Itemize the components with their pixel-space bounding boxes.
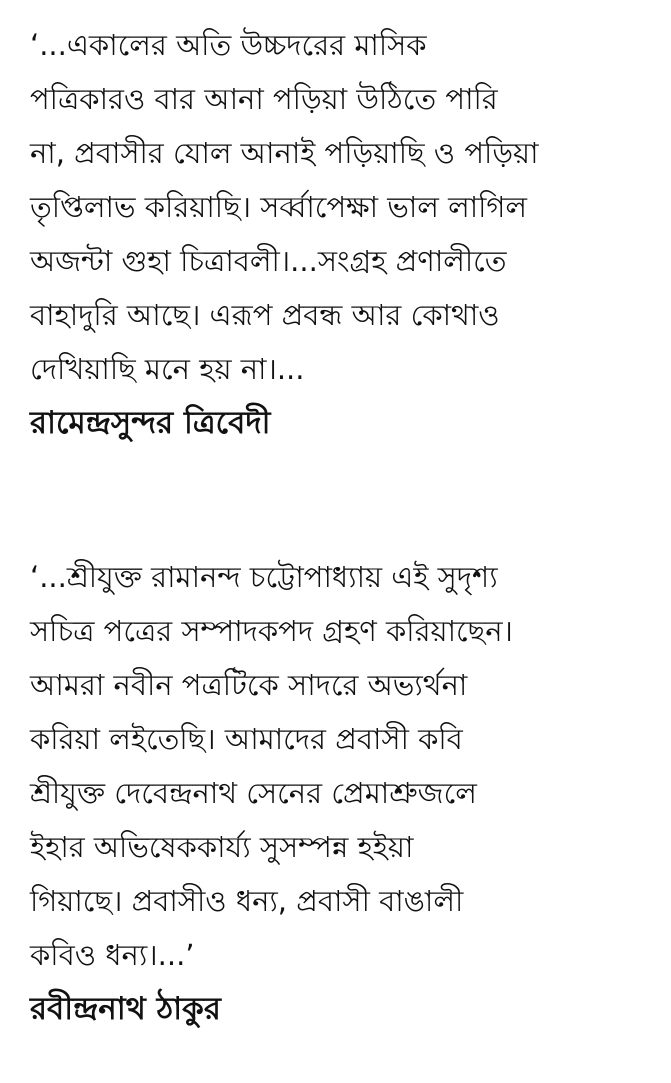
quote-line: পত্রিকারও বার আনা পড়িয়া উঠিতে পারি [30,82,498,116]
quote-line: কবিও ধন্য।...’ [30,938,195,972]
quote-block-1 [30,18,650,450]
quote-line: করিয়া লইতেছি। আমাদের প্রবাসী কবি [30,722,463,756]
quote-author: রবীন্দ্রনাথ ঠাকুর [30,991,221,1027]
quote-line: গিয়াছে। প্রবাসীও ধন্য, প্রবাসী বাঙালী [30,884,464,918]
quote-line: আমরা নবীন পত্রটিকে সাদরে অভ্যর্থনা [30,668,468,702]
quote-line: শ্রীযুক্ত দেবেন্দ্রনাথ সেনের প্রেমাশ্রুজলে [30,776,477,810]
quote-line: অজন্টা গুহা চিত্রাবলী।...সংগ্রহ প্রণালীতে [30,244,507,278]
quote-line: ‘...একালের অতি উচ্চদরের মাসিক [30,28,427,62]
quote-line: তৃপ্তিলাভ করিয়াছি। সর্ব্বাপেক্ষা ভাল লাগিল [30,190,528,224]
quote-block-2 [30,550,650,1036]
quote-line: সচিত্র পত্রের সম্পাদকপদ গ্রহণ করিয়াছেন। [30,614,513,648]
quote-line: ‘...শ্রীযুক্ত রামানন্দ চট্টোপাধ্যায় এই সুদৃশ্য [30,560,498,594]
quote-line: দেখিয়াছি মনে হয় না।... [30,352,305,386]
quote-line: না, প্রবাসীর যোল আনাই পড়িয়াছি ও পড়িয়া [30,136,539,170]
quote-line: ইহার অভিষেককার্য্য সুসম্পন্ন হইয়া [30,830,414,864]
quote-line: বাহাদুরি আছে। এরূপ প্রবন্ধ আর কোথাও [30,298,500,332]
quote-author: রামেন্দ্রসুন্দর ত্রিবেদী [30,405,271,441]
